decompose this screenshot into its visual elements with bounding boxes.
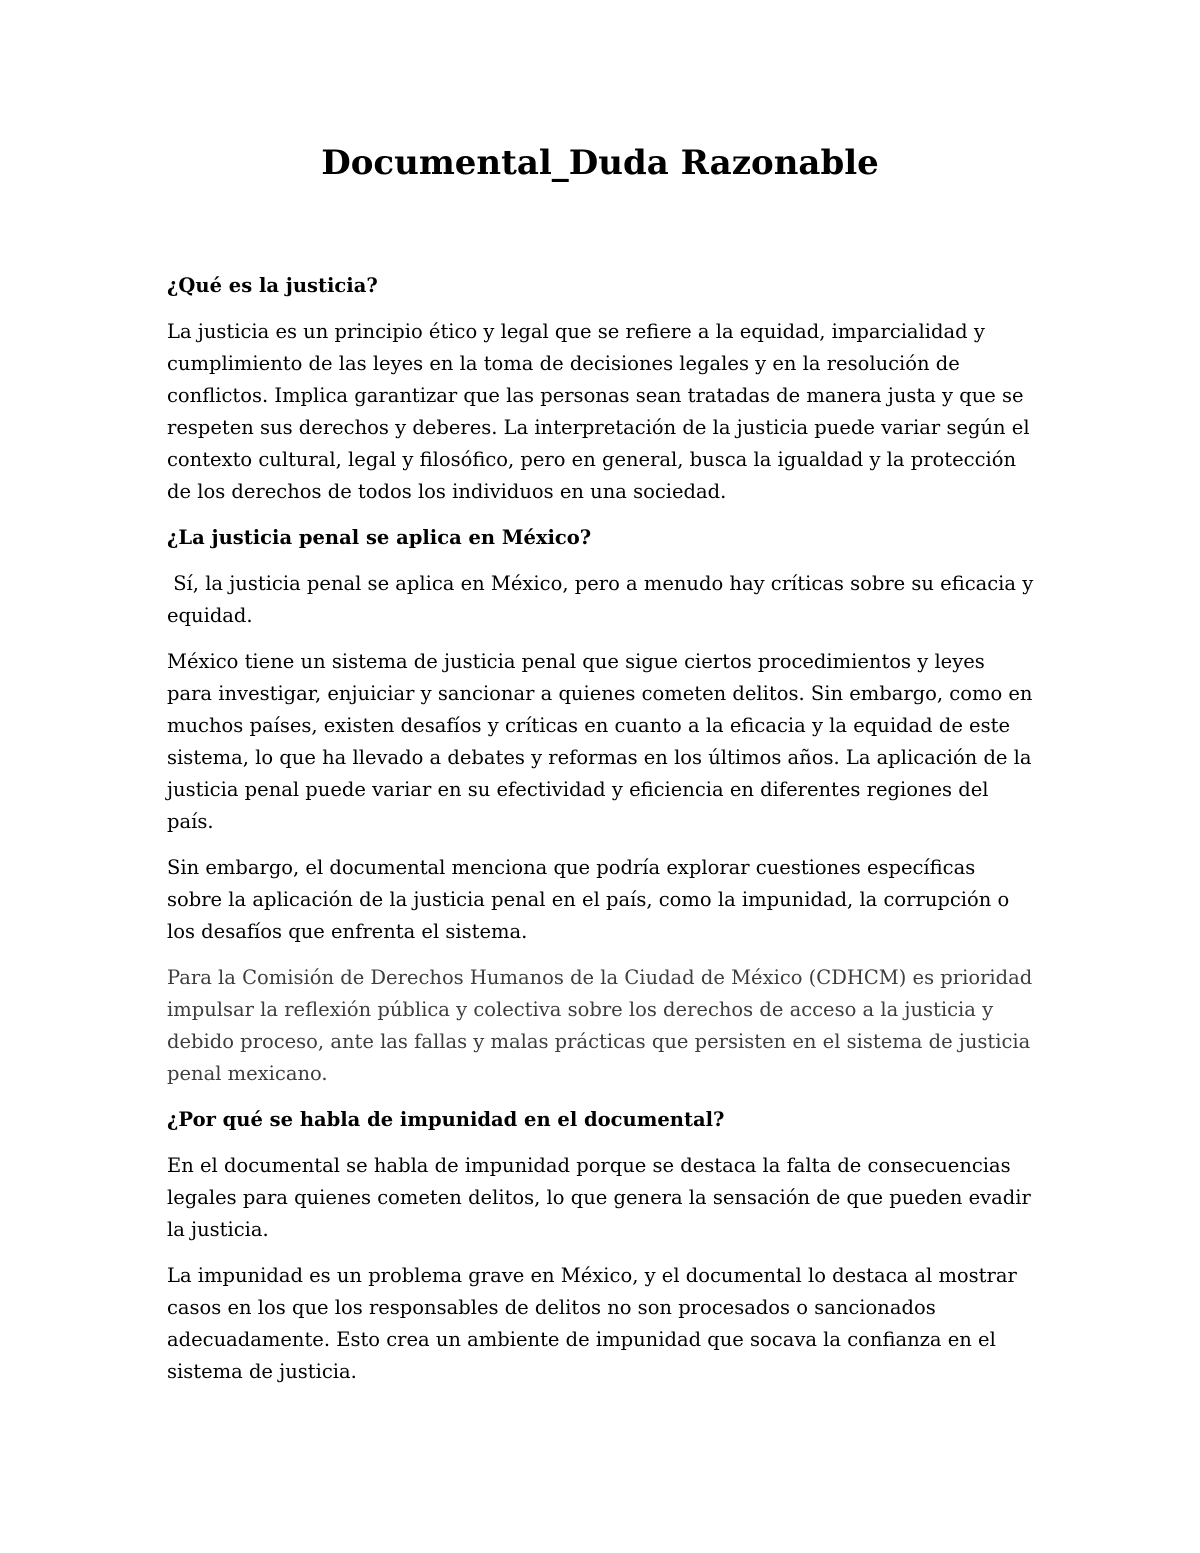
paragraph-line: país. [167,810,214,833]
paragraph-line: para investigar, enjuiciar y sancionar a quienes cometen delitos. Sin embargo, como en [167,682,1033,705]
paragraph-line: muchos países, existen desafíos y críticas en cuanto a la eficacia y la equidad de este [167,714,1010,737]
paragraph [167,1260,1035,1388]
paragraph [167,568,1035,632]
section-heading-que-es-la-justicia: ¿Qué es la justicia? [167,274,378,297]
paragraph-line: Sin embargo, el documental menciona que podría explorar cuestiones específicas [167,856,976,879]
paragraph-line: En el documental se habla de impunidad porque se destaca la falta de consecuencias [167,1154,1011,1177]
paragraph-line: respeten sus derechos y deberes. La interpretación de la justicia puede variar según el [167,416,1030,439]
paragraph [167,646,1035,838]
paragraph [167,1150,1035,1246]
section-heading-justicia-penal-mexico: ¿La justicia penal se aplica en México? [167,526,592,549]
paragraph-line: debido proceso, ante las fallas y malas prácticas que persisten en el sistema de justicia [167,1030,1031,1053]
section-heading-impunidad: ¿Por qué se habla de impunidad en el documental? [167,1108,725,1131]
paragraph-line: equidad. [167,604,253,627]
paragraph [167,316,1035,508]
paragraph-line: casos en los que los responsables de delitos no son procesados o sancionados [167,1296,936,1319]
paragraph-line: penal mexicano. [167,1062,328,1085]
paragraph-line: impulsar la reflexión pública y colectiva sobre los derechos de acceso a la justicia y [167,998,994,1021]
paragraph-quoted [167,962,1035,1090]
paragraph-line: justicia penal puede variar en su efectividad y eficiencia en diferentes regiones del [167,778,989,801]
paragraph-line: la justicia. [167,1218,269,1241]
paragraph-line: La impunidad es un problema grave en México, y el documental lo destaca al mostrar [167,1264,1017,1287]
paragraph [167,852,1035,948]
paragraph-line: de los derechos de todos los individuos en una sociedad. [167,480,727,503]
paragraph-line: contexto cultural, legal y filosófico, pero en general, busca la igualdad y la protección [167,448,1017,471]
paragraph-line: sobre la aplicación de la justicia penal en el país, como la impunidad, la corrupción o [167,888,1010,911]
paragraph-line: adecuadamente. Esto crea un ambiente de impunidad que socava la confianza en el [167,1328,996,1351]
document-title: Documental_Duda Razonable [321,143,879,183]
document-body [167,270,1035,1402]
paragraph-line: legales para quienes cometen delitos, lo que genera la sensación de que pueden evadir [167,1186,1031,1209]
paragraph-line: cumplimiento de las leyes en la toma de decisiones legales y en la resolución de [167,352,960,375]
paragraph-line: los desafíos que enfrenta el sistema. [167,920,528,943]
paragraph-line: Sí, la justicia penal se aplica en México, pero a menudo hay críticas sobre su eficacia y [167,572,1034,595]
paragraph-line: sistema, lo que ha llevado a debates y reformas en los últimos años. La aplicación de la [167,746,1032,769]
paragraph-line: La justicia es un principio ético y legal que se refiere a la equidad, imparcialidad y [167,320,985,343]
paragraph-line: conflictos. Implica garantizar que las personas sean tratadas de manera justa y que se [167,384,1024,407]
paragraph-line: Para la Comisión de Derechos Humanos de la Ciudad de México (CDHCM) es prioridad [167,966,1033,989]
paragraph-line: México tiene un sistema de justicia penal que sigue ciertos procedimientos y leyes [167,650,985,673]
paragraph-line: sistema de justicia. [167,1360,357,1383]
